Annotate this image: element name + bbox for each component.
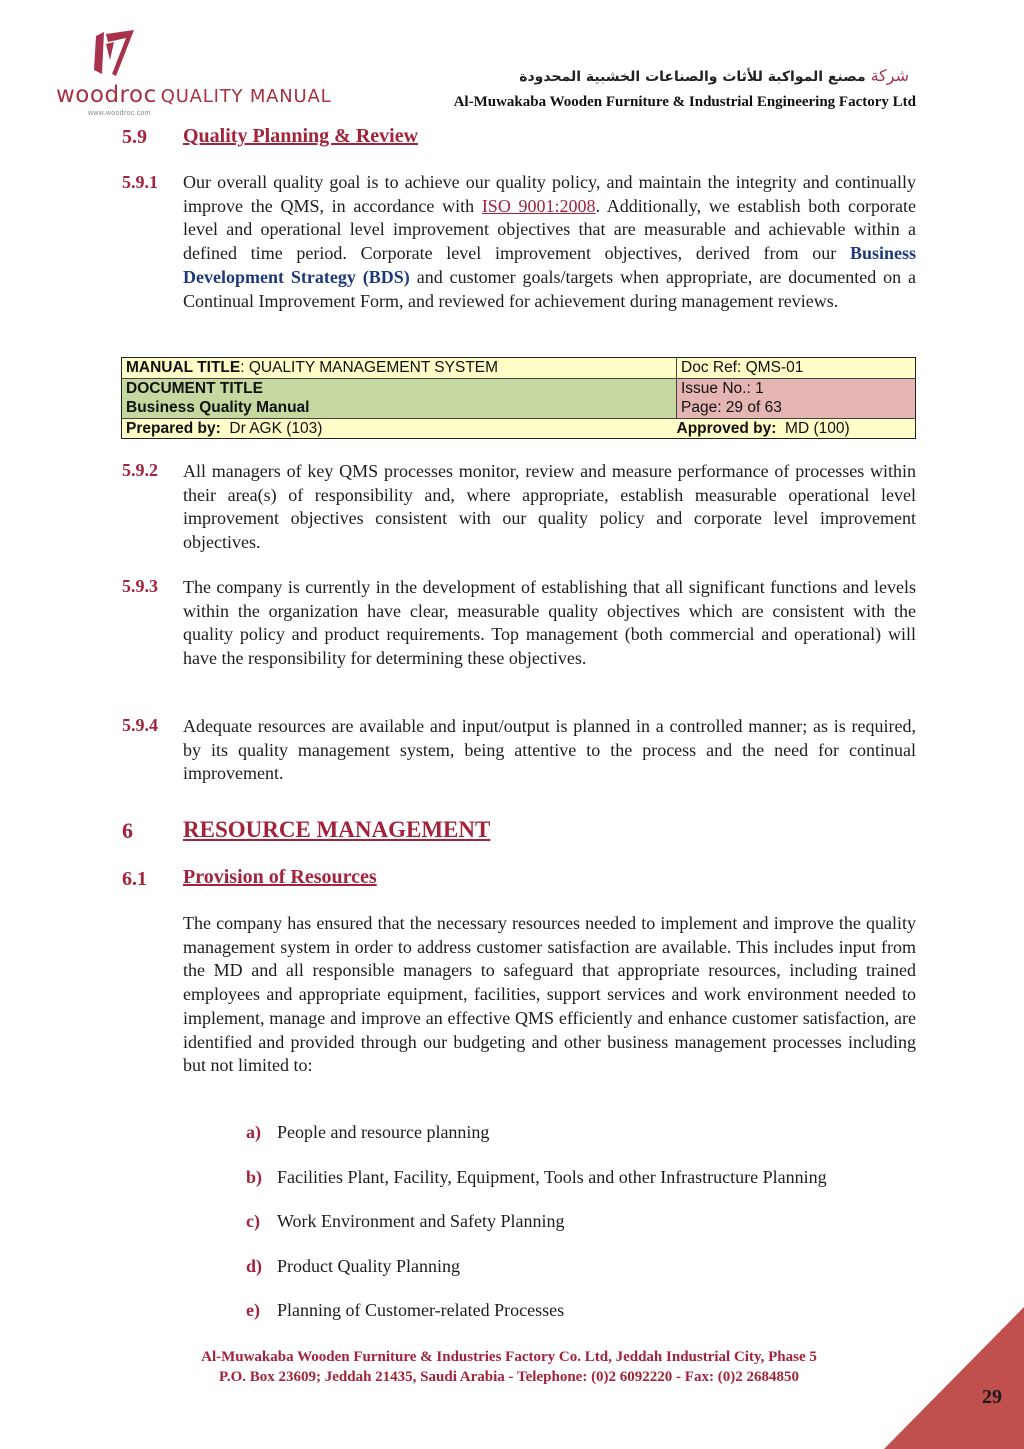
logo-text: woodroc xyxy=(56,82,157,108)
list-text: Product Quality Planning xyxy=(277,1256,460,1276)
list-text: People and resource planning xyxy=(277,1122,490,1142)
document-title-label: DOCUMENT TITLE xyxy=(126,379,263,397)
business-manual-label: Business Quality Manual xyxy=(126,399,310,416)
clause-number: 5.9.1 xyxy=(122,172,158,192)
arabic-first-word: شركة xyxy=(870,66,909,85)
approved-by-label: Approved by: xyxy=(676,419,777,437)
business-manual-cell xyxy=(122,398,677,418)
woodroc-logo-icon xyxy=(92,30,136,78)
clause-text: The company is currently in the development of establishing that all significant functions and levels within the organization have clear, measurable quality objectives which are consistent with the quality policy and product requirements. Top management (both commercial and operational) will have the responsibility for determining these objectives. xyxy=(183,577,916,669)
section-body: The company has ensured that the necessary resources needed to implement and improve the quality management system in order to address customer satisfaction are available. This includes input from the MD and all responsible managers to safeguard that appropriate resources, including trained employees and appropriate equipment, facilities, support services and work environment needed to implement, manage and improve an effective QMS efficiently and enhance customer satisfaction, are identified and provided through our budgeting and other business management processes including but not limited to: xyxy=(183,913,916,1076)
company-name-arabic xyxy=(519,66,909,85)
list-text: Facilities Plant, Facility, Equipment, Tools and other Infrastructure Planning xyxy=(277,1167,827,1187)
clause-text-part: Our overall quality goal is to achieve our quality policy, and maintain the integrity and continually improve the QMS, in accordance with xyxy=(183,172,916,216)
doc-ref-cell: Doc Ref: QMS-01 xyxy=(677,358,916,379)
clause-text: Adequate resources are available and input/output is planned in a controlled manner; as is required, by its quality management system, being attentive to the process and the need for continual improvement. xyxy=(183,716,916,784)
approved-by-value: MD (100) xyxy=(785,419,850,437)
list-letter: c) xyxy=(246,1211,260,1231)
logo-suffix: QUALITY MANUAL xyxy=(160,86,332,107)
chapter-number: 6 xyxy=(122,818,133,843)
page-cell: Page: 29 of 63 xyxy=(677,398,916,418)
footer-contact: P.O. Box 23609; Jeddah 21435, Saudi Arabia - Telephone: (0)2 6092220 - Fax: (0)2 2684850 xyxy=(219,1369,799,1385)
list-letter: d) xyxy=(246,1256,263,1276)
list-item xyxy=(246,1122,489,1143)
prepared-by-cell xyxy=(122,418,677,439)
list-item xyxy=(246,1167,827,1188)
list-letter: b) xyxy=(246,1167,263,1187)
prepared-by-value: Dr AGK (103) xyxy=(229,419,323,437)
bds-term: Business Development Strategy (BDS) xyxy=(183,243,916,287)
list-letter: e) xyxy=(246,1300,260,1320)
clause-text: All managers of key QMS processes monitor, review and measure performance of processes within their area(s) of responsibility and, where appropriate, establish measurable operational level improvement objectives consistent with our quality policy and corporate level improvement objectives. xyxy=(183,461,916,553)
list-text: Work Environment and Safety Planning xyxy=(277,1211,565,1231)
section-title: Quality Planning & Review xyxy=(183,125,419,147)
document-title-cell xyxy=(122,378,677,398)
corner-decoration xyxy=(884,1307,1024,1449)
section-title: Provision of Resources xyxy=(183,866,377,888)
clause-text-part: and customer goals/targets when appropriate, are documented on a Continual Improvement Form, and reviewed for achievement during management reviews. xyxy=(183,266,917,311)
section-number: 5.9 xyxy=(122,126,147,148)
iso-link[interactable]: ISO 9001:2008 xyxy=(481,195,596,216)
list-letter: a) xyxy=(246,1122,261,1142)
manual-title-value: : QUALITY MANAGEMENT SYSTEM xyxy=(240,359,499,376)
chapter-title: RESOURCE MANAGEMENT xyxy=(183,817,491,842)
list-item xyxy=(246,1256,460,1277)
footer-address: Al-Muwakaba Wooden Furniture & Industries Factory Co. Ltd, Jeddah Industrial City, Phase 5 xyxy=(201,1349,817,1365)
manual-title-cell xyxy=(122,358,677,379)
clause-number: 5.9.3 xyxy=(122,576,158,596)
arabic-rest: مصنع المواكبة للأثاث والصناعات الخشبية المحدودة xyxy=(519,69,866,85)
issue-no-cell: Issue No.: 1 xyxy=(677,378,916,398)
logo-url: www.woodroc.com xyxy=(88,110,151,117)
clause-text xyxy=(183,171,916,313)
clause-text-part: . Additionally, we establish both corporate level and operational level improvement objectives that are measurable and achievable within a defined time period. Corporate level improvement objectives, derived from our xyxy=(183,195,916,264)
page-number: 29 xyxy=(982,1386,1002,1408)
prepared-by-label: Prepared by: xyxy=(126,419,221,437)
company-name-english: Al-Muwakaba Wooden Furniture & Industrial Engineering Factory Ltd xyxy=(453,94,916,110)
clause-number: 5.9.2 xyxy=(122,460,158,480)
list-item xyxy=(246,1211,565,1232)
company-logo xyxy=(56,81,331,111)
document-control-table xyxy=(121,357,916,439)
clause-number: 5.9.4 xyxy=(122,715,158,735)
approved-by-cell xyxy=(677,418,916,439)
list-text: Planning of Customer-related Processes xyxy=(277,1300,565,1320)
section-number: 6.1 xyxy=(122,868,147,890)
list-item xyxy=(246,1300,564,1321)
manual-title-label: MANUAL TITLE xyxy=(126,359,241,376)
